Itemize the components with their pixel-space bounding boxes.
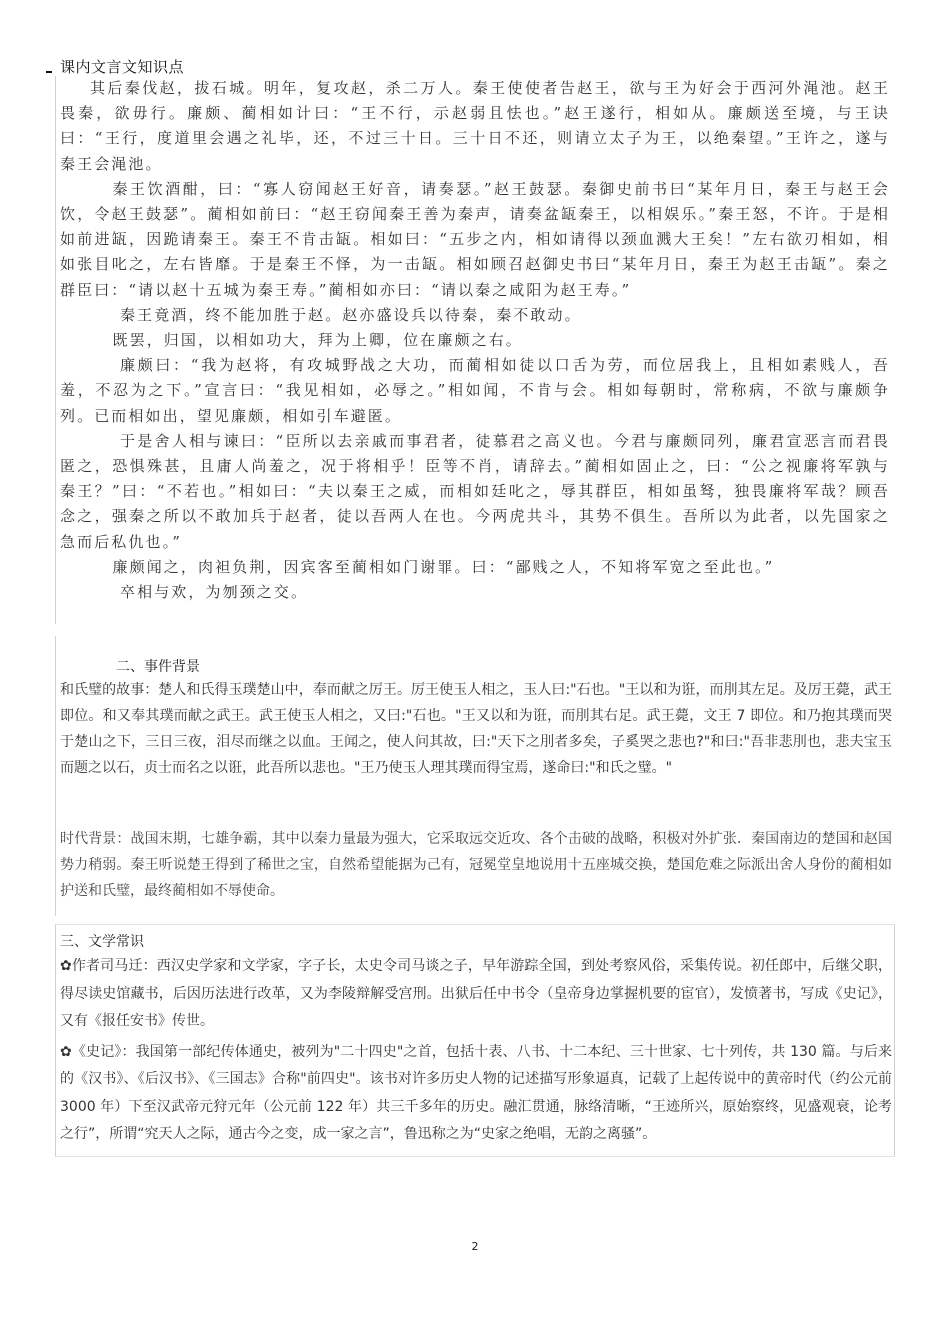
classical-paragraph: 既罢，归国，以相如功大，拜为上卿，位在廉颇之右。: [112, 331, 523, 350]
left-border-top: [55, 76, 56, 624]
literature-item-shiji: [60, 1039, 892, 1149]
classical-paragraph: 于是舍人相与谏曰：“臣所以去亲戚而事君者，徒慕君之高义也。今君与廉颇同列，廉君宣恶言而君畏匿之，恐惧殊甚，且庸人尚羞之，况于将相乎！臣等不肖，请辞去。”蔺相如固止之，曰：“公之视廉将军孰与秦王？”曰：“不若也。”相如曰：“夫以秦王之威，而相如廷叱之，辱其群臣，相如虽驽，独畏廉将军哉？顾吾念之，强秦之所以不敢加兵于赵者，徒以吾两人在也。今两虎共斗，其势不俱生。吾所以为此者，以先国家之急而后私仇也。”: [60, 431, 890, 551]
left-border-middle: [55, 636, 56, 916]
section-divider-bottom: [55, 1156, 895, 1157]
header-marker: [46, 71, 52, 73]
right-border-bottom: [894, 924, 895, 1156]
background-story-block: [60, 677, 892, 781]
literature-item-text: 《史记》：我国第一部纪传体通史，被列为"二十四史"之首，包括十表、八书、十二本纪、三十世家、七十列传，共 130 篇。与后来的《汉书》、《后汉书》、《三国志》合称"前四史"。该书对许多历史人物的记述描写形象逼真，记载了上起传说中的黄帝时代（约公元前 3000 年）下至汉武帝元狩元年（公元前 122 年）共三千多年的历史。融汇贯通，脉络清晰，“王迹所兴，原始察终，见盛观衰，论考之行”，所谓“究天人之际，通古今之变，成一家之言”，鲁迅称之为“史家之绝唱，无韵之离骚”。: [60, 1043, 893, 1142]
classical-paragraph: 卒相与欢，为刎颈之交。: [120, 583, 309, 602]
classical-paragraph: 廉颇闻之，肉袒负荆，因宾客至蔺相如门谢罪。曰：“鄙贱之人，不知将军宽之至此也。”: [112, 557, 775, 576]
section-heading-literature: 三、文学常识: [60, 934, 144, 950]
left-border-bottom: [55, 924, 56, 1156]
era-background-text: 时代背景：战国末期，七雄争霸，其中以秦力量最为强大，它采取远交近攻、各个击破的战略，积极对外扩张．秦国南边的楚国和赵国势力稍弱。秦王听说楚王得到了稀世之宝，自然希望能据为己有，冠冕堂皇地说用十五座城交换，楚国危难之际派出舍人身份的蔺相如护送和氏璧，最终蔺相如不辱使命。: [60, 831, 892, 899]
section-heading-background: 二、事件背景: [116, 659, 200, 675]
page-number: 2: [471, 1240, 479, 1253]
classical-paragraph: 秦王饮酒酣，曰：“寡人窃闻赵王好音，请奏瑟。”赵王鼓瑟。秦御史前书曰“某年月日，秦王与赵王会饮，令赵王鼓瑟”。蔺相如前曰：“赵王窃闻秦王善为秦声，请奏盆缻秦王，以相娱乐。”秦王怒，不许。于是相如前进缻，因跪请秦王。秦王不肯击缻。相如曰：“五步之内，相如请得以颈血溅大王矣！”左右欲刃相如，相如张目叱之，左右皆靡。于是秦王不怿，为一击缻。相如顾召赵御史书曰“某年月日，秦王为赵王击缻”。秦之群臣曰：“请以赵十五城为秦王寿。”蔺相如亦曰：“请以秦之咸阳为赵王寿。”: [60, 179, 890, 299]
literature-notes-block: [60, 953, 892, 1149]
classical-text-block: [60, 76, 890, 605]
literature-item-author: [60, 953, 892, 1036]
classical-paragraph: 秦王竟酒，终不能加胜于赵。赵亦盛设兵以待秦，秦不敢动。: [120, 305, 582, 324]
page-header-title: 课内文言文知识点: [60, 58, 185, 76]
background-story-text: 和氏璧的故事：楚人和氏得玉璞楚山中，奉而献之厉王。厉王使玉人相之，玉人曰:"石也。"王以和为诳，而刖其左足。及厉王薨，武王即位。和又奉其璞而献之武王。武王使玉人相之，又曰:"石也。"王又以和为诳，而刖其右足。武王薨，文王 7 即位。和乃抱其璞而哭于楚山之下，三日三夜，泪尽而继之以血。王闻之，使人问其故，曰:"天下之刖者多矣，子奚哭之悲也?"和曰:"吾非悲刖也，悲夫宝玉而题之以石，贞士而名之以诳，此吾所以悲也。"王乃使玉人理其璞而得宝焉，遂命曰:"和氏之璧。": [60, 682, 892, 776]
flower-bullet-icon: ✿: [60, 1043, 72, 1060]
era-background-block: [60, 826, 892, 904]
section-divider: [55, 924, 895, 925]
flower-bullet-icon: ✿: [60, 958, 72, 974]
classical-paragraph: 其后秦伐赵，拔石城。明年，复攻赵，杀二万人。秦王使使者告赵王，欲与王为好会于西河外渑池。赵王畏秦，欲毋行。廉颇、蔺相如计曰：“王不行，示赵弱且怯也。”赵王遂行，相如从。廉颇送至境，与王诀曰：“王行，度道里会遇之礼毕，还，不过三十日。三十日不还，则请立太子为王，以绝秦望。”王许之，遂与秦王会渑池。: [60, 79, 890, 173]
classical-paragraph: 廉颇曰：“我为赵将，有攻城野战之大功，而蔺相如徒以口舌为劳，而位居我上，且相如素贱人，吾羞，不忍为之下。”宣言曰：“我见相如，必辱之。”相如闻，不肯与会。相如每朝时，常称病，不欲与廉颇争列。已而相如出，望见廉颇，相如引车避匿。: [60, 356, 890, 425]
literature-item-text: 作者司马迁：西汉史学家和文学家，字子长，太史令司马谈之子，早年游踪全国，到处考察风俗，采集传说。初任郎中，后继父职，得尽读史馆藏书，后因历法进行改革，又为李陵辩解受宫刑。出狱后任中书令（皇帝身边掌握机要的宦官），发愤著书，写成《史记》，又有《报任安书》传世。: [60, 958, 892, 1029]
